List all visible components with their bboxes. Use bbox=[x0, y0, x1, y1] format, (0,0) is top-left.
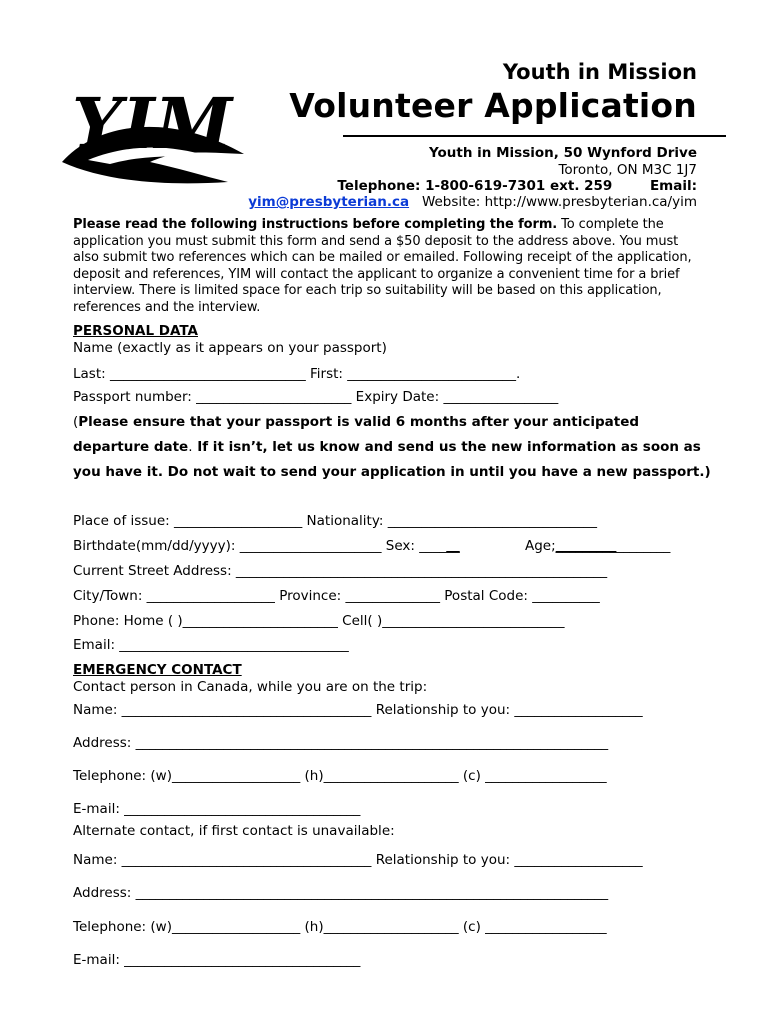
warning-part-b: If it isn’t, let us know and send us the new information as soon as you have it. Do not wait to send your application in until you have a new passport.) bbox=[73, 439, 711, 480]
alt-contact-telephone-field[interactable]: Telephone: (w)___________________ (h)____________________ (c) __________________ bbox=[73, 919, 607, 935]
contact-telephone-field[interactable]: Telephone: (w)___________________ (h)____________________ (c) __________________ bbox=[73, 768, 607, 784]
logo-lettering: YIM bbox=[72, 82, 233, 165]
contact-phone-line bbox=[337, 178, 697, 194]
yim-fish-logo bbox=[58, 78, 248, 186]
contact-email-field[interactable]: E-mail: ___________________________________ bbox=[73, 801, 361, 817]
alt-contact-email-field[interactable]: E-mail: ___________________________________ bbox=[73, 952, 361, 968]
warning-part-a: Please ensure that your passport is valid 6 months after your anticipated departure date bbox=[73, 414, 640, 455]
street-address-field[interactable]: Current Street Address: _______________________________________________________ bbox=[73, 563, 608, 579]
birthdate-sex-field[interactable]: Birthdate(mm/dd/yyyy): _____________________ Sex: ______ bbox=[73, 538, 460, 554]
contact-web-line bbox=[248, 194, 697, 210]
header-subtitle: Youth in Mission bbox=[502, 60, 697, 84]
instructions-body: To complete the application you must submit this form and send a $50 deposit to the address above. You must also submit two references which can be mailed or emailed. Following receipt of the application, deposit and references, YIM will contact the applicant to organize a convenient time for a brief interview. There is limited space for each trip so suitability will be based on this application, references and the interview. bbox=[73, 217, 692, 315]
phone-text: Telephone: 1-800-619-7301 ext. 259 bbox=[337, 178, 613, 194]
last-first-name-field[interactable]: Last: _____________________________ First: _________________________. bbox=[73, 366, 521, 382]
contact-address-field[interactable]: Address: ______________________________________________________________________ bbox=[73, 735, 609, 751]
alt-contact-address-field[interactable]: Address: ______________________________________________________________________ bbox=[73, 885, 609, 901]
name-hint: Name (exactly as it appears on your passport) bbox=[73, 340, 387, 356]
contact-name-field[interactable]: Name: _____________________________________ Relationship to you: ___________________ bbox=[73, 702, 643, 718]
city-province-postal-field[interactable]: City/Town: ___________________ Province: ______________ Postal Code: __________ bbox=[73, 588, 600, 604]
address-line1: Youth in Mission, 50 Wynford Drive bbox=[428, 145, 697, 161]
alt-contact-name-field[interactable]: Name: _____________________________________ Relationship to you: ___________________ bbox=[73, 852, 643, 868]
place-nationality-field[interactable]: Place of issue: ___________________ Nationality: _______________________________ bbox=[73, 513, 597, 529]
passport-field[interactable]: Passport number: _______________________ Expiry Date: _________________ bbox=[73, 389, 559, 405]
email-field[interactable]: Email: __________________________________ bbox=[73, 637, 349, 653]
contact-hint: Contact person in Canada, while you are on the trip: bbox=[73, 679, 428, 695]
email-link[interactable]: yim@presbyterian.ca bbox=[248, 194, 410, 210]
page-title: Volunteer Application bbox=[289, 86, 697, 125]
personal-data-heading: PERSONAL DATA bbox=[73, 323, 198, 339]
email-label: Email: bbox=[649, 178, 697, 194]
title-underline bbox=[343, 135, 726, 137]
instructions-paragraph bbox=[73, 217, 703, 317]
emergency-contact-heading: EMERGENCY CONTACT bbox=[73, 662, 242, 678]
age-field[interactable]: Age;_________________ bbox=[525, 538, 671, 554]
website-text: Website: http://www.presbyterian.ca/yim bbox=[421, 194, 697, 210]
alternate-contact-hint: Alternate contact, if first contact is unavailable: bbox=[73, 823, 395, 839]
passport-warning: (Please ensure that your passport is valid 6 months after your anticipated departure date. If it isn’t, let us know and send us the new information as soon as you have it. Do not wait to send your application in until you have a new passport.) bbox=[73, 414, 711, 480]
phone-home-cell-field[interactable]: Phone: Home ( )_______________________ Cell( )___________________________ bbox=[73, 613, 565, 629]
address-line2: Toronto, ON M3C 1J7 bbox=[558, 162, 697, 178]
instructions-bold: Please read the following instructions before completing the form. bbox=[73, 217, 558, 232]
